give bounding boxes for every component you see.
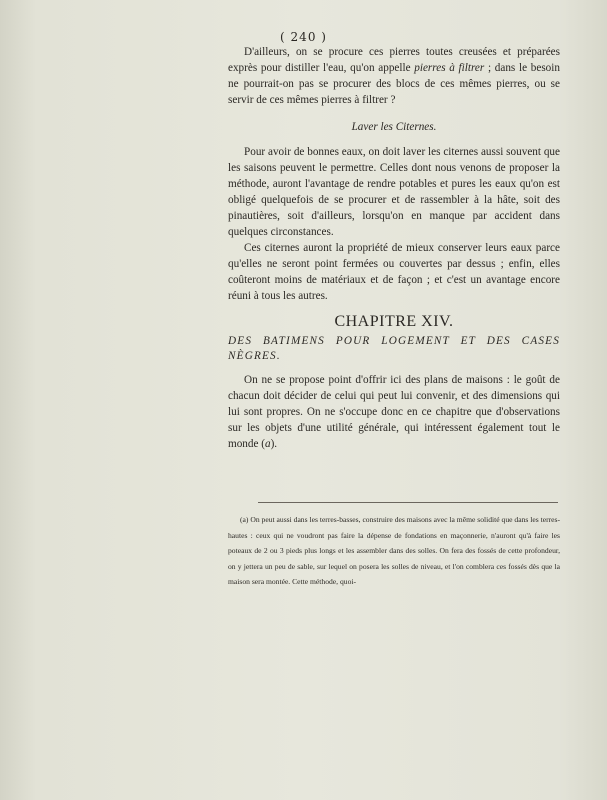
page-number: ( 240 )	[280, 30, 327, 44]
paragraph-text: ).	[270, 438, 278, 450]
paragraph-wash-cisterns: Pour avoir de bonnes eaux, on doit laver les citernes aussi souvent que les saisons peuvent le permettre. Celles dont nous venons de proposer la méthode, auront l'avantage de rendre potables et pures les eaux qu'on est obligé quelquefois de se procurer et de rassembler à la hâte, soit des pinautières, soit d'ailleurs, lorsqu'on en manque par accident dans quelques circonstances.	[228, 146, 560, 238]
footnote-text: On peut aussi dans les terres-basses, construire des maisons avec la même solidité que dans les terres-hautes : ceux qui ne voudront pas faire la dépense de fondations en maçonnerie, n'auront qu'à faire les poteaux de 2 ou 3 pieds plus longs et les assembler dans des solles. On fera des fossés de cette profondeur, on y jettera un peu de sable, sur lequel on posera les solles de niveau, et l'on comblera ces fossés dès que la maison sera montée. Cette méthode, quoi-	[228, 515, 560, 587]
paragraph-chapter-intro	[228, 372, 560, 452]
paragraph-cistern-advantages: Ces citernes auront la propriété de mieux conserver leurs eaux parce qu'elles ne seront point fermées ou couvertes par dessus ; enfin, elles coûteront moins de matériaux et de façon ; et c'est un avantage encore réuni à tous les autres.	[228, 242, 560, 302]
paragraph-text: ; dans le besoin ne pourrait-on pas se procurer des blocs de ces mêmes pierres, ou se servir de ces mêmes pierres à filtrer ?	[228, 62, 560, 106]
paragraph-text: D'ailleurs, on se procure ces pierres toutes creusées et préparées exprès pour distiller l'eau, qu'on appelle	[228, 46, 560, 74]
footnote-divider	[258, 502, 558, 503]
chapter-subtitle: DES BATIMENS POUR LOGEMENT ET DES CASES NÈGRES.	[228, 335, 560, 362]
footnote-reference: a	[264, 438, 271, 450]
footnote	[228, 512, 560, 590]
main-text-column	[228, 44, 560, 452]
section-heading: Laver les Citernes.	[351, 121, 437, 133]
footnote-marker: (a)	[240, 515, 249, 524]
italic-term: pierres à filtrer	[414, 62, 485, 74]
paragraph-filter-stones	[228, 44, 560, 108]
chapter-heading: CHAPITRE XIV.	[334, 313, 454, 330]
paragraph-text: On ne se propose point d'offrir ici des plans de maisons : le goût de chacun doit décider de celui qui peut lui convenir, et des dimensions qui lui sont propres. On ne s'occupe donc en ce chapitre que d'observations sur les objets d'une utilité générale, qui intéressent également tout le monde (	[228, 374, 560, 450]
